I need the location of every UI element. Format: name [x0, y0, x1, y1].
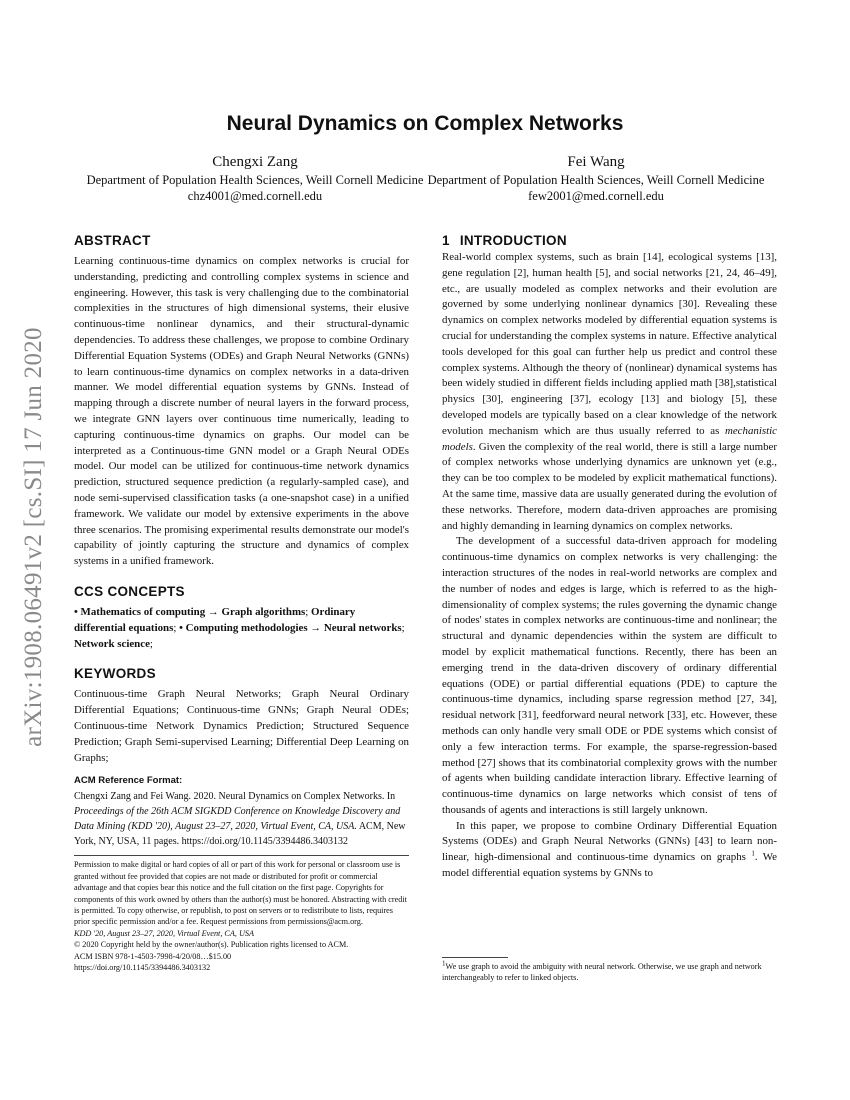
author-affiliation: Department of Population Health Sciences, Weill Cornell Medicine: [427, 173, 765, 187]
intro-text: . Given the complexity of the real world, there is still a large number of complex networks whose underlying dynamics are unknown yet (e.g., they can be too complex to be modeled by explicit mathematical functions). At the same time, massive data are usually generated during the evolution of these networks. Therefore, modern data-driven approaches are promising and highly demanding in learning dynamics on complex networks.: [442, 440, 777, 532]
footnote: [442, 961, 782, 984]
acm-reference-heading: ACM Reference Format:: [74, 775, 183, 787]
footnote-divider: [442, 957, 508, 958]
section-title: INTRODUCTION: [459, 233, 567, 248]
intro-text: In this paper, we propose to combine Ordinary Differential Equation Systems (ODEs) and Graph Neural Networks (GNNs) [43] to learn non-linear, high-dimensional and continuous-time dynamics on graphs: [442, 819, 777, 864]
ccs-item: Network science: [74, 637, 150, 650]
right-column: [442, 232, 777, 882]
acm-reference-text: [74, 789, 409, 849]
ccs-text: [74, 605, 409, 652]
acm-reference-tail: ACM, New York, NY, USA, 11 pages. https://doi.org/10.1145/3394486.3403132: [74, 821, 406, 848]
author-block-1: [65, 153, 445, 204]
permission-text: Permission to make digital or hard copies of all or part of this work for personal or classroom use is granted without fee provided that copies are not made or distributed for profit or commercial advantage and that copies bear this notice and the full citation on the first page. Copyrights for components of this work owned by others than the author(s) must be honored. Abstracting with credit is permitted. To copy otherwise, or republish, to post on servers or to redistribute to lists, requires prior specific permission and/or a fee. Request permissions from permissions@acm.org.: [74, 860, 407, 927]
ccs-separator: ;: [173, 621, 180, 634]
author-name: Fei Wang: [567, 154, 625, 170]
footnote-text: We use graph to avoid the ambiguity with neural network. Otherwise, we use graph and network interchangeably to refer to linked objects.: [442, 962, 762, 983]
ccs-item: • Computing methodologies → Neural networks: [179, 621, 402, 634]
arxiv-identifier: [12, 309, 56, 765]
acm-reference-authors: Chengxi Zang and Fei Wang. 2020. Neural Dynamics on Complex Networks. In: [74, 791, 396, 803]
author-affiliation: Department of Population Health Sciences, Weill Cornell Medicine: [86, 173, 424, 187]
keywords-heading: KEYWORDS: [74, 666, 156, 682]
author-email: few2001@med.cornell.edu: [528, 189, 664, 203]
introduction-body: [442, 250, 777, 882]
permission-notice: [74, 855, 409, 973]
isbn-line: ACM ISBN 978-1-4503-7998-4/20/08…$15.00: [74, 951, 232, 961]
ccs-item: Ordinary differential equations: [74, 605, 356, 634]
intro-paragraph-3: [442, 819, 777, 882]
left-column: [74, 232, 409, 973]
keywords-section: [74, 665, 409, 766]
intro-text: . We model differential equation systems by GNNs to: [442, 851, 777, 880]
author-name: Chengxi Zang: [212, 154, 298, 170]
ccs-separator: ;: [401, 621, 405, 634]
ccs-separator: ;: [305, 605, 312, 618]
abstract-heading: ABSTRACT: [74, 233, 151, 248]
ccs-heading: CCS CONCEPTS: [74, 583, 185, 599]
copyright-line: © 2020 Copyright held by the owner/author(s). Publication rights licensed to ACM.: [74, 940, 349, 950]
intro-paragraph-2: The development of a successful data-driven approach for modeling continuous-time dynamics on complex networks is very challenging: the interaction structures of the nodes in real-world networks are complex and the number of nodes and edges is large, which is referred to as the high-dimensionality of complex systems; the rules governing the dynamic change of nodes' states in complex networks are continuous-time and nonlinear; the structural and dynamic dependencies within the system are difficult to model by explicit mathematical functions. Recently, there has been an emerging trend in the data-driven discovery of ordinary differential equations (ODE) or partial differential equations (PDE) to capture the continuous-time dynamics, including sparse regression method [27, 34], residual network [31], feedforward neural network [33], etc. However, these methods can only handle very small ODE or PDE systems which consist of only a few interaction terms. For example, the sparse-regression-based method [27] shows that its combinatorial complexity grows with the number of agents when building candidate interaction library. Effective learning of continuous-time dynamics on large networks which consist of tens of thousands of agents and interactions is still largely unknown.: [442, 535, 777, 816]
abstract-text: Learning continuous-time dynamics on complex networks is crucial for understanding, predicting and controlling complex systems in science and engineering. However, this task is very challenging due to the combinatorial complexities in the structures of high dimensional systems, their elusive continuous-time nonlinear dynamics, and their structural-dynamic dependencies. To address these challenges, we propose to combine Ordinary Differential Equation Systems (ODEs) and Graph Neural Networks (GNNs) to learn continuous-time dynamics on complex networks in a data-driven manner. We model differential equation systems by GNNs. Instead of mapping through a discrete number of neural layers in the forward process, we integrate GNN layers over continuous time numerically, leading to capturing continuous-time dynamics on graphs. Our model can be interpreted as a Continuous-time GNN model or a Graph Neural ODEs model. Our model can be utilized for continuous-time network dynamics prediction, structured sequence prediction (a regularly-sampled case), and node semi-supervised classification tasks (a one-snapshot case) in a unified framework. We validate our model by extensive experiments in the above three scenarios. The promising experimental results demonstrate our model's capability of jointly capturing the structure and dynamics of complex systems in a unified framework.: [74, 255, 409, 568]
acm-reference-venue: Proceedings of the 26th ACM SIGKDD Conference on Knowledge Discovery and Data Mining (KDD '20), August 23–27, 2020, Virtual Event, CA, USA.: [74, 806, 401, 833]
arxiv-identifier-text: arXiv:1908.06491v2 [cs.SI] 17 Jun 2020: [20, 327, 48, 747]
author-email: chz4001@med.cornell.edu: [187, 189, 323, 203]
intro-text: Real-world complex systems, such as brain [14], ecological systems [13], gene regulation [2], human health [5], and social networks [21, 24, 46–49], etc., are usually modeled as complex networks and their evolution are governed by some underlying nonlinear dynamics [30]. Revealing these dynamics on complex networks modeled by differential equation systems is crucial for understanding the complex systems in nature. Effective analytical tools developed for this goal can further help us predict and control these complex systems. Although the theory of (nonlinear) dynamical systems has been widely studied in different fields including applied math [38],statistical physics [30], engineering [37], ecology [13] and biology [5], these developed models are typically based on a clear knowledge of the network evolution mechanism which are thus usually referred to as: [442, 251, 777, 437]
doi-line: https://doi.org/10.1145/3394486.3403132: [74, 962, 211, 972]
keywords-text: Continuous-time Graph Neural Networks; Graph Neural Ordinary Differential Equations; Continuous-time GNNs; Graph Neural ODEs; Continuous-time Network Dynamics Prediction; Structured Sequence Prediction; Graph Semi-supervised Learning; Differential Deep Learning on Graphs;: [74, 688, 409, 764]
intro-emphasis: mechanistic models: [442, 424, 777, 453]
footnote-mark: 1: [442, 959, 446, 968]
introduction-heading: [442, 232, 777, 250]
intro-paragraph-1: [442, 250, 777, 534]
author-block-2: [406, 153, 786, 204]
ccs-item: • Mathematics of computing → Graph algorithms: [74, 605, 306, 618]
paper-title: Neural Dynamics on Complex Networks: [226, 112, 624, 135]
section-number: 1: [442, 233, 450, 248]
conference-line: KDD '20, August 23–27, 2020, Virtual Event, CA, USA: [74, 928, 254, 938]
ccs-concepts-section: [74, 583, 409, 652]
footnote-marker[interactable]: 1: [751, 849, 755, 858]
ccs-end: ;: [149, 637, 153, 650]
